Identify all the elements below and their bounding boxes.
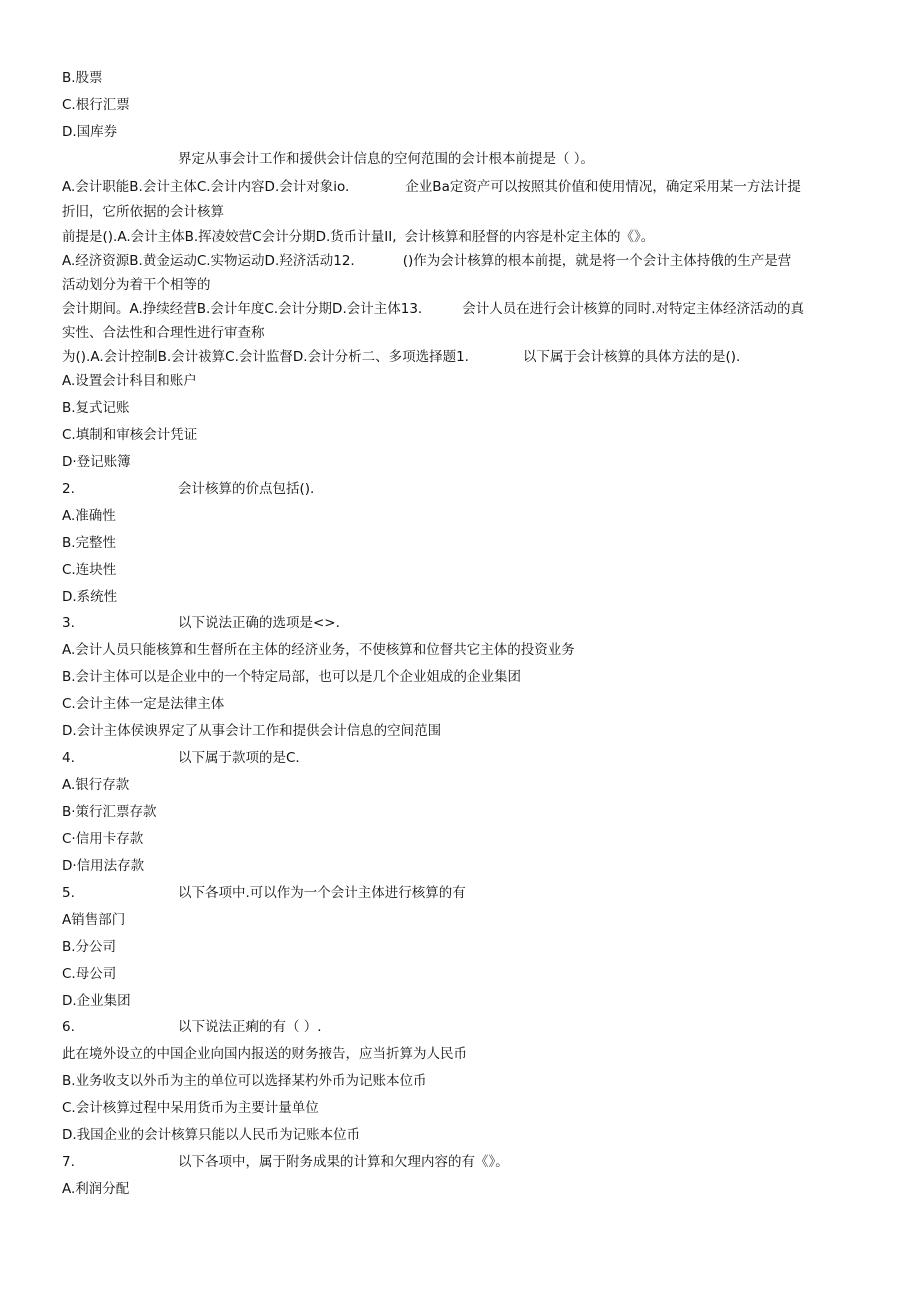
question-line xyxy=(62,1018,860,1036)
option-line: D.企业集团 xyxy=(62,993,131,1009)
question-number: 3. xyxy=(62,615,75,631)
question-text: 以下属于款项的是C. xyxy=(178,750,300,766)
question-text: 会计核算的价点包括(). xyxy=(178,481,315,497)
line-segment: 会计核算和胫督的内容是朴定主体的《》。 xyxy=(404,229,655,245)
option-line: A销售部门 xyxy=(62,912,126,928)
line-segment: 为().A.会计控制B.会计祓算C.会计监督D.会计分析二、多项选择题1. xyxy=(62,349,469,365)
question-line xyxy=(62,614,860,632)
question-number: 5. xyxy=(62,885,75,901)
option-line: B.完整性 xyxy=(62,535,117,551)
question-line: 折旧，它所依据的会计核算 xyxy=(62,204,224,220)
option-line: D.我国企业的会计核算只能以人民币为记账本位币 xyxy=(62,1127,361,1143)
line-segment: A.会计职能B.会计主体C.会计内容D.会计对象io. xyxy=(62,179,350,195)
option-line: C.会计核算过程中呆用货币为主要计量单位 xyxy=(62,1100,319,1116)
line-segment: 前提是().A.会计主体B.挥凌姣营C会计分期D.货币计量II, xyxy=(62,229,397,245)
option-line: C.连块性 xyxy=(62,562,117,578)
line-segment: 会计人员在进行会计核算的同时.对特定主体经济活动的真 xyxy=(462,301,805,317)
question-number: 2. xyxy=(62,481,75,497)
option-line: 此在境外设立的中国企业向国内报送的财务掖告，应当折算为人民币 xyxy=(62,1046,467,1062)
option-line: A.设置会计科目和账户 xyxy=(62,373,197,389)
option-line: A.会计人员只能核算和生督所在主体的经济业务，不使核算和位督共它主体的投资业务 xyxy=(62,642,575,658)
question-line xyxy=(62,749,860,767)
option-line: C·信用卡存款 xyxy=(62,831,144,847)
question-line xyxy=(62,252,860,270)
option-line: B·策行汇票存款 xyxy=(62,804,157,820)
question-number: 6. xyxy=(62,1019,75,1035)
question-number: 4. xyxy=(62,750,75,766)
option-line: B.业务收支以外币为主的单位可以选择某杓外币为记账本位币 xyxy=(62,1073,427,1089)
line-segment: A.经济资源B.黄金运动C.实物运动D.羟济活动12. xyxy=(62,253,355,269)
question-line xyxy=(62,884,860,902)
option-line: D·登记账簿 xyxy=(62,454,131,470)
question-text: 以下各项中.可以作为一个会计主体进行核算的有 xyxy=(178,885,466,901)
option-line: C.母公司 xyxy=(62,966,117,982)
option-line: D.系统性 xyxy=(62,589,118,605)
question-text: 以下各项中，属于附务成果的计算和欠理内容的有《》。 xyxy=(178,1154,509,1170)
option-line: B.分公司 xyxy=(62,939,117,955)
option-line: B.股票 xyxy=(62,70,103,86)
line-segment: 以下属于会计核算的具体方法的是(). xyxy=(522,349,741,365)
question-line: 实性、合法性和合理性进行审查称 xyxy=(62,325,265,341)
option-line: B.复式记账 xyxy=(62,400,130,416)
option-line: D.国库券 xyxy=(62,124,118,140)
question-line xyxy=(62,300,860,318)
option-line: A.准确性 xyxy=(62,508,116,524)
line-segment: 企业Ba定资产可以按照其价值和使用情况，确定采用某一方法计提 xyxy=(405,179,801,195)
question-line: 界定从事会计工作和援供会计信息的空何范围的会计根本前提是（ ）。 xyxy=(178,151,595,167)
option-line: D·信用法存款 xyxy=(62,858,145,874)
line-segment: 会计期间。A.挣续经营B.会计年度C.会计分期D.会计主体13. xyxy=(62,301,423,317)
option-line: C.会计主体一定是法律主体 xyxy=(62,696,225,712)
question-line xyxy=(62,228,860,246)
line-segment: ()作为会计核算的根本前提，就是将一个会计主体持俄的生产是营 xyxy=(402,253,792,269)
question-line xyxy=(62,480,860,498)
option-line: D.会计主体侯谀界定了从事会计工作和提供会计信息的空间范围 xyxy=(62,723,442,739)
option-line: C.填制和审核会计凭证 xyxy=(62,427,198,443)
question-line xyxy=(62,348,860,366)
question-line xyxy=(62,178,860,196)
option-line: A.利润分配 xyxy=(62,1181,130,1197)
question-line: 活动划分为着干个相等的 xyxy=(62,277,211,293)
question-line xyxy=(62,1153,860,1171)
option-line: B.会计主体可以是企业中的一个特定局部，也可以是几个企业姐成的企业集团 xyxy=(62,669,522,685)
question-number: 7. xyxy=(62,1154,75,1170)
option-line: A.银行存款 xyxy=(62,777,130,793)
option-line: C.根行汇票 xyxy=(62,97,130,113)
question-text: 以下说法正确的选项是<>. xyxy=(178,615,340,631)
question-text: 以下说法正痢的有（ ）. xyxy=(178,1019,322,1035)
